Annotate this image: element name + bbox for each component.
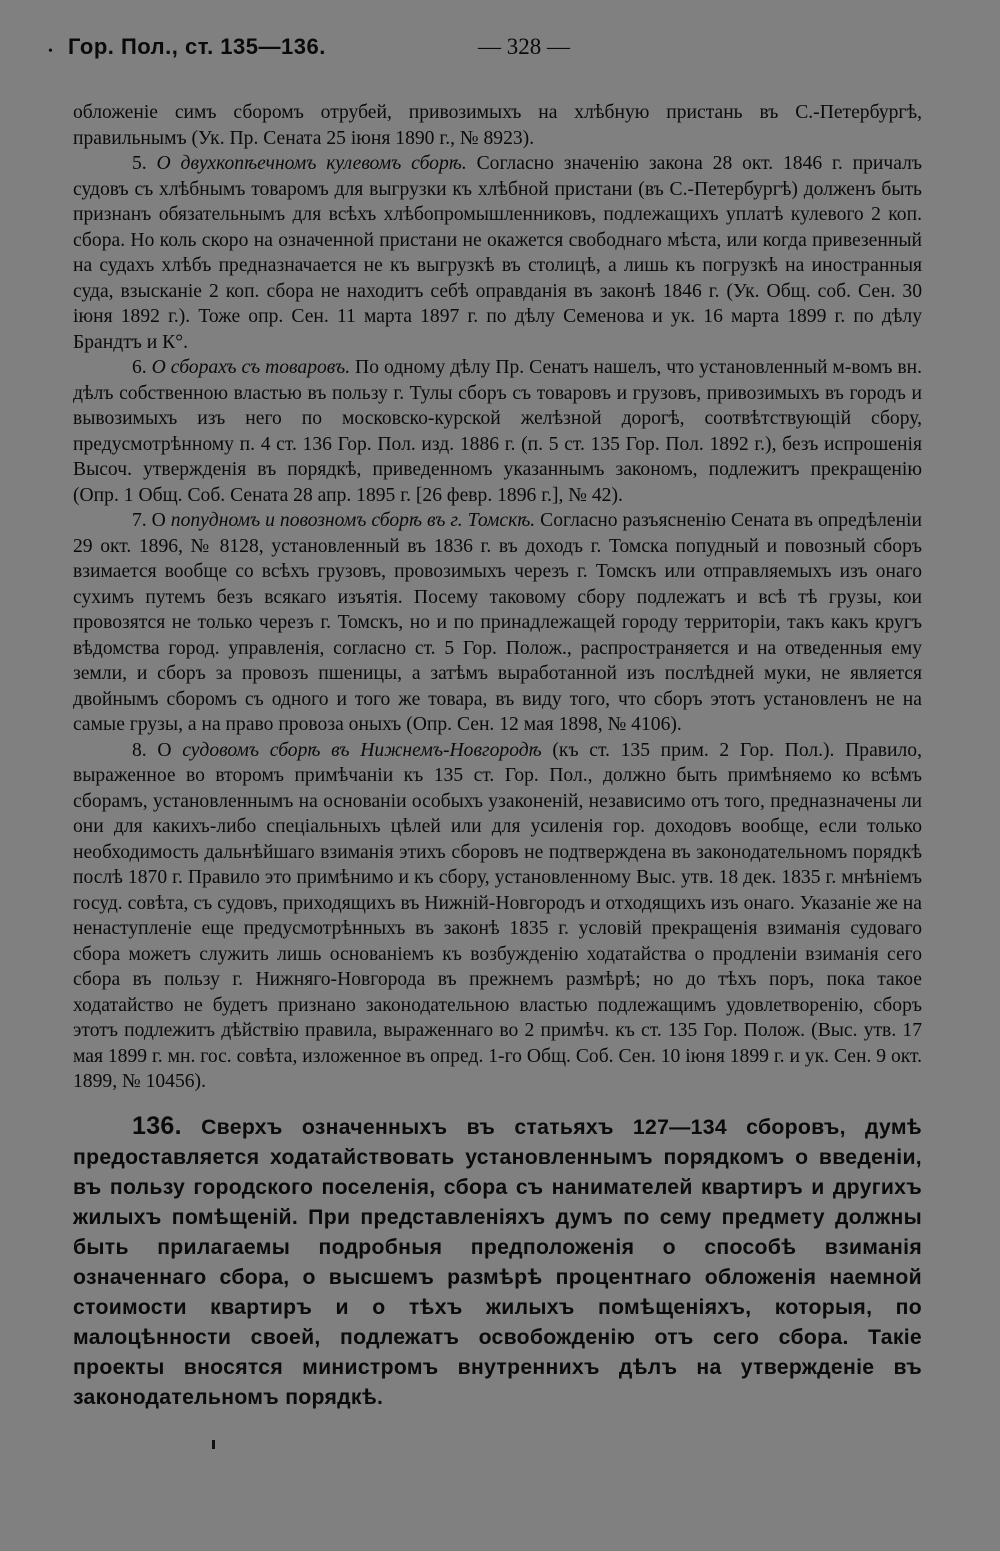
article-136 xyxy=(73,1111,922,1413)
paragraph-6-text: По одному дѣлу Пр. Сенатъ нашелъ, что установленный м-вомъ вн. дѣлъ собственною властью въ пользу г. Тулы сборъ съ товаровъ и грузовъ, привозимыхъ въ городъ и вывозимыхъ изъ него по московско-курской желѣзной дорогѣ, соотвѣтствующій сбору, предусмотрѣнному п. 4 ст. 136 Гор. Пол. изд. 1886 г. (п. 5 ст. 135 Гор. Пол. 1892 г.), безъ испрошенія Высоч. утвержденія въ порядкѣ, приведенномъ указаннымъ закономъ, подлежитъ прекращенію (Опр. 1 Общ. Соб. Сената 28 апр. 1895 г. [26 февр. 1896 г.], № 42). xyxy=(73,357,923,506)
print-speck xyxy=(212,1440,215,1449)
header-title: Гор. Пол., ст. 135—136. xyxy=(68,34,326,59)
paragraph-continuation: обложеніе симъ сборомъ отрубей, привозимыхъ на хлѣбную пристань въ С.-Петербургѣ, правильнымъ (Ук. Пр. Сената 25 іюня 1890 г., № 8923). xyxy=(73,102,922,149)
paragraph-6-number: 6. xyxy=(132,357,152,378)
article-136-number: 136. xyxy=(132,1111,182,1140)
margin-mark: • xyxy=(48,44,53,59)
paragraph-6-title: О сборахъ съ товаровъ. xyxy=(151,357,351,378)
page-body xyxy=(73,100,922,1413)
page-number: — 328 — xyxy=(478,34,570,59)
paragraph-5-text: Согласно значенію закона 28 окт. 1846 г. причалъ судовъ съ хлѣбнымъ товаромъ для выгрузки къ хлѣбной пристани (въ С.-Петербургѣ) долженъ быть признанъ обязательнымъ для всѣхъ хлѣбопромышленниковъ, подлежащихъ уплатѣ кулевого 2 коп. сбора. Но коль скоро на означенной пристани не окажется свободнаго мѣста, или когда привезенный на судахъ хлѣбъ предназначается не къ выгрузкѣ въ столицѣ, а лишь къ погрузкѣ на иностранныя суда, взысканіе 2 коп. сбора не находитъ себѣ оправданія въ законѣ 1846 г. (Ук. Общ. соб. Сен. 30 іюня 1892 г.). Тоже опр. Сен. 11 марта 1897 г. по дѣлу Семенова и ук. 16 марта 1899 г. по дѣлу Брандтъ и К°. xyxy=(73,153,923,353)
paragraph-5-number: 5. xyxy=(132,153,157,174)
paragraph-5-title: О двухкопѣечномъ кулевомъ сборѣ. xyxy=(156,153,467,174)
running-header xyxy=(48,34,922,68)
paragraph-7-text: Согласно разъясненію Сената въ опредѣленіи 29 окт. 1896, № 8128, установленный въ 1836 г. въ доходъ г. Томска попудный и повозный сборъ взимается вообще со всѣхъ грузовъ, провозимыхъ черезъ г. Томскъ или отправляемыхъ изъ онаго сухимъ путемъ безъ всякаго изъятія. Посему таковому сбору подлежатъ и всѣ тѣ грузы, кои провозятся не только черезъ г. Томскъ, но и по принадлежащей городу территоріи, такъ какъ кругъ вѣдомства город. управленія, согласно ст. 5 Гор. Полож., распространяется и на отведенныя ему земли, и сборъ за провозъ пшеницы, а затѣмъ выработанной изъ послѣдней муки, не является двойнымъ сборомъ съ одного и того же товара, въ виду того, что сборъ этотъ установленъ не на самые грузы, а на право провоза оныхъ (Опр. Сен. 12 мая 1898, № 4106). xyxy=(73,510,922,735)
paragraph-5 xyxy=(73,151,922,355)
paragraph-7-title: попудномъ и повозномъ сборѣ въ г. Томскѣ. xyxy=(170,510,536,531)
paragraph-8-number: 8. О xyxy=(132,739,183,761)
article-136-text: Сверхъ означенныхъ въ статьяхъ 127—134 сборовъ, думѣ предоставляется ходатайствовать установленнымъ порядкомъ о введеніи, въ пользу городского поселенія, сбора съ нанимателей квартиръ и другихъ жилыхъ помѣщеній. При представленіяхъ думъ по сему предмету должны быть прилагаемы подробныя предположенія о способѣ взиманія означеннаго сбора, о высшемъ размѣрѣ процентнаго обложенія наемной стоимости квартиръ и о тѣхъ жилыхъ помѣщеніяхъ, которыя, по малоцѣнности своей, подлежатъ освобожденію отъ сего сбора. Такіе проекты вносятся министромъ внутреннихъ дѣлъ на утвержденіе въ законодательномъ порядкѣ. xyxy=(73,1115,922,1409)
paragraph-7-number: 7. О xyxy=(132,510,171,531)
paragraph-6 xyxy=(73,355,922,508)
paragraph-7 xyxy=(73,508,922,738)
paragraph-8-text: (къ ст. 135 прим. 2 Гор. Пол.). Правило, выраженное во второмъ примѣчаніи къ 135 ст. Гор. Пол., должно быть примѣняемо ко всѣмъ сборамъ, установленнымъ на основаніи особыхъ узаконеній, независимо отъ того, предназначены ли они для какихъ-либо спеціальныхъ цѣлей или для усиленія гор. доходовъ вообще, если только необходимость дальнѣйшаго взиманія этихъ сборовъ не подтверждена въ законодательномъ порядкѣ послѣ 1870 г. Правило это примѣнимо и къ сбору, установленному Выс. утв. 18 дек. 1835 г. мнѣніемъ госуд. совѣта, съ судовъ, приходящихъ въ Нижній-Новгородъ и отходящихъ изъ онаго. Указаніе же на ненаступленіе еще предусмотрѣнныхъ въ законѣ 1835 г. условій прекращенія взиманія судоваго сбора можетъ служить лишь основаніемъ къ возбужденію ходатайства о продленіи взиманія сего сбора въ пользу г. Нижняго-Новгорода въ прежнемъ размѣрѣ; но до тѣхъ поръ, пока такое ходатайство не будетъ признано законодательною властью подлежащимъ удовлетворенію, сборъ этотъ подлежитъ дѣйствію правила, выраженнаго во 2 примѣч. къ ст. 135 Гор. Полож. (Выс. утв. 17 мая 1899 г. мн. гос. совѣта, изложенное въ опред. 1-го Общ. Соб. Сен. 10 іюня 1899 г. и ук. Сен. 9 окт. 1899, № 10456). xyxy=(73,739,922,1092)
paragraph-8 xyxy=(73,738,922,1095)
paragraph-8-title: судовомъ сборѣ въ Нижнемъ-Новгородѣ xyxy=(182,739,542,761)
